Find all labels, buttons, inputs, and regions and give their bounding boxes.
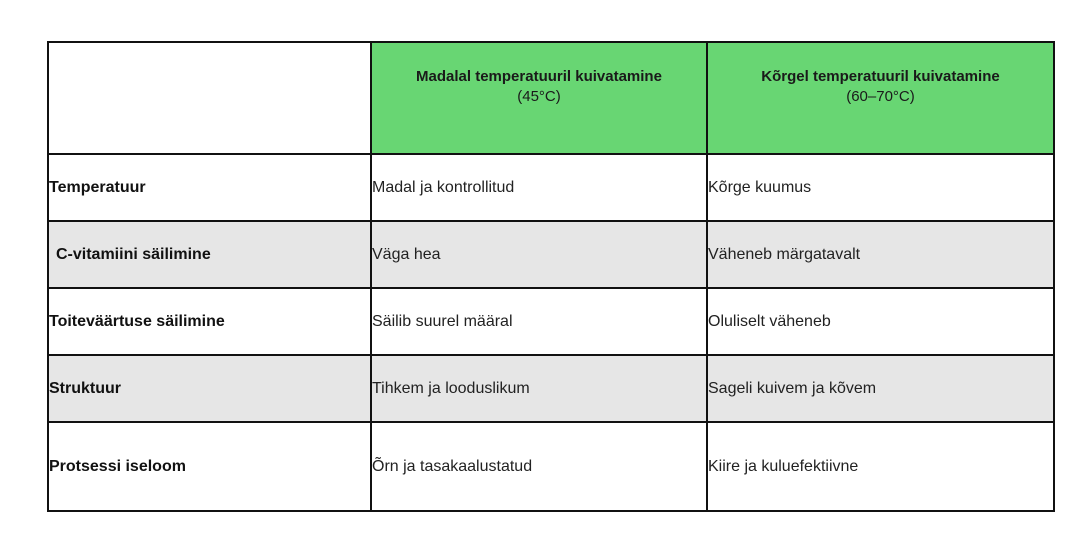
header-corner-cell [48, 42, 371, 154]
header-low-temp-title: Madalal temperatuuril kuivatamine [416, 68, 662, 85]
header-low-temp [371, 42, 707, 154]
table-row [48, 154, 1054, 221]
table-header-row [48, 42, 1054, 154]
cell-high-temp: Oluliselt väheneb [707, 288, 1054, 355]
cell-high-temp: Väheneb märgatavalt [707, 221, 1054, 288]
comparison-table [47, 41, 1055, 512]
table-row [48, 221, 1054, 288]
table-row [48, 288, 1054, 355]
cell-low-temp: Õrn ja tasakaalustatud [371, 422, 707, 511]
table-row [48, 422, 1054, 511]
header-low-temp-subtitle: (45°C) [517, 88, 561, 105]
table-row [48, 355, 1054, 422]
cell-low-temp: Säilib suurel määral [371, 288, 707, 355]
row-label-vitamin-c: C-vitamiini säilimine [48, 221, 371, 288]
cell-low-temp: Madal ja kontrollitud [371, 154, 707, 221]
cell-low-temp: Väga hea [371, 221, 707, 288]
cell-low-temp: Tihkem ja looduslikum [371, 355, 707, 422]
header-high-temp-subtitle: (60–70°C) [846, 88, 915, 105]
cell-high-temp: Kõrge kuumus [707, 154, 1054, 221]
row-label-structure: Struktuur [48, 355, 371, 422]
header-high-temp-title: Kõrgel temperatuuril kuivatamine [761, 68, 1000, 85]
row-label-process: Protsessi iseloom [48, 422, 371, 511]
cell-high-temp: Sageli kuivem ja kõvem [707, 355, 1054, 422]
row-label-nutrition: Toiteväärtuse säilimine [48, 288, 371, 355]
comparison-table-container [47, 41, 1055, 512]
header-high-temp [707, 42, 1054, 154]
row-label-temperature: Temperatuur [48, 154, 371, 221]
cell-high-temp: Kiire ja kuluefektiivne [707, 422, 1054, 511]
